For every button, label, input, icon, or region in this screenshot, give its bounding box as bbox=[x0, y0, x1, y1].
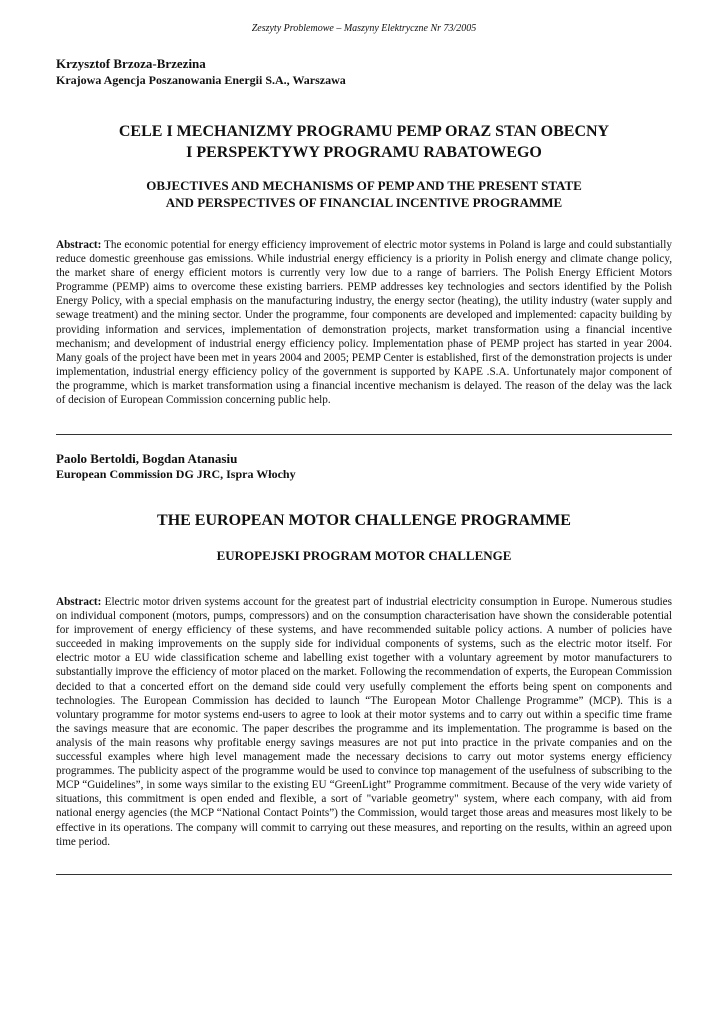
article1-title-line1: CELE I MECHANIZMY PROGRAMU PEMP ORAZ STAN OBECNY bbox=[118, 123, 610, 140]
article2-abstract-label: Abstract: bbox=[56, 596, 102, 608]
article2-title: THE EUROPEAN MOTOR CHALLENGE PROGRAMME bbox=[157, 512, 571, 529]
article1-abstract-label: Abstract: bbox=[56, 239, 102, 251]
article2-affiliation: European Commission DG JRC, Ispra Włochy bbox=[56, 467, 296, 481]
article1-affiliation: Krajowa Agencja Poszanowania Energii S.A., Warszawa bbox=[56, 73, 346, 87]
article2-abstract bbox=[56, 595, 672, 849]
divider-2 bbox=[56, 874, 672, 875]
article2-subtitle: EUROPEJSKI PROGRAM MOTOR CHALLENGE bbox=[216, 548, 512, 563]
article2-abstract-text: Electric motor driven systems account for the greatest part of industrial electricity consumption in Europe. Numerous studies on individual component (motors, pumps, compressors) and on the consumption characterisation have shown the considerable potential for improvement of energy efficiency of these systems, and have recommended suitable policy actions. A number of policies have succeeded in making improvements on the supply side for individual components of systems, such as the electric motor itself. For electric motor a EU wide classification scheme and labelling exist together with a voluntary agreement by motor manufacturers to substantially improve the efficiency of motor placed on the market. Following the recommendation of experts, the European Commission decided to that a concerted effort on the demand side could very usefully complement the efforts being spent on components and technologies. The European Commission has decided to launch “The European Motor Challenge Programme” (MCP). This is a voluntary programme for motor systems end-users to agree to look at their motor systems and to carry out within a specific time frame the savings measure that are economic. The paper describes the programme and its implementation. The programme is based on the analysis of the main reasons why profitable energy savings measures are not put into practice in the private companies and on the successful examples where high level management made the necessary decisions to carry out motor systems energy efficiency programmes. The publicity aspect of the programme would be used to convince top management of the usefulness of subscribing to the MCP “Guidelines”, in some ways similar to the existing EU “GreenLight” Programme commitment. Because of the very wide variety of situations, this commitment is open ended and flexible, a sort of "variable geometry" system, where each company, with aid from national energy agencies (the MCP “National Contact Points”) the Commission, would target those areas and measures most likely to be effective in its operations. The company will commit to carrying out these measures, and reporting on the results, within an agreed upon time period. bbox=[56, 596, 672, 848]
running-header: Zeszyty Problemowe – Maszyny Elektryczne Nr 73/2005 bbox=[251, 23, 477, 34]
article1-subtitle-line1: OBJECTIVES AND MECHANISMS OF PEMP AND THE PRESENT STATE bbox=[146, 178, 582, 193]
article1-title-line2: I PERSPEKTYWY PROGRAMU RABATOWEGO bbox=[186, 144, 542, 161]
divider-1 bbox=[56, 434, 672, 435]
article1-authors: Krzysztof Brzoza-Brzezina bbox=[56, 56, 206, 71]
article1-abstract-text: The economic potential for energy efficiency improvement of electric motor systems in Poland is large and could substantially reduce domestic greenhouse gas emissions. While industrial energy efficiency is a priority in Polish energy and climate change policy, the market share of energy efficient motors is currently very low due to a range of barriers. The Polish Energy Efficient Motors Programme (PEMP) aims to overcome these existing barriers. PEMP addresses key technologies and sectors identified by the Polish Energy Policy, with a special emphasis on the manufacturing industry, the energy sector (heating), the utility industry (water supply and sewage treatment) and the mining sector. Under the programme, four components are developed and implemented: capacity building by providing information and services, implementation of demonstration projects, market transformation using a financial incentive mechanism; and development of industrial energy efficiency policy. Implementation phase of PEMP project has started in year 2004. Many goals of the project have been met in years 2004 and 2005; PEMP Center is established, first of the demonstration projects is under implementation, industrial energy efficiency policy of the government is supported by KAPE .S.A. Unfortunately major component of the programme, which is market transformation using a financial incentive mechanism is delayed. The reason of the delay was the lack of decision of European Commission concerning public help. bbox=[56, 239, 672, 407]
article2-authors: Paolo Bertoldi, Bogdan Atanasiu bbox=[56, 451, 238, 466]
article1-subtitle-line2: AND PERSPECTIVES OF FINANCIAL INCENTIVE PROGRAMME bbox=[165, 195, 563, 210]
article1-abstract bbox=[56, 238, 672, 407]
